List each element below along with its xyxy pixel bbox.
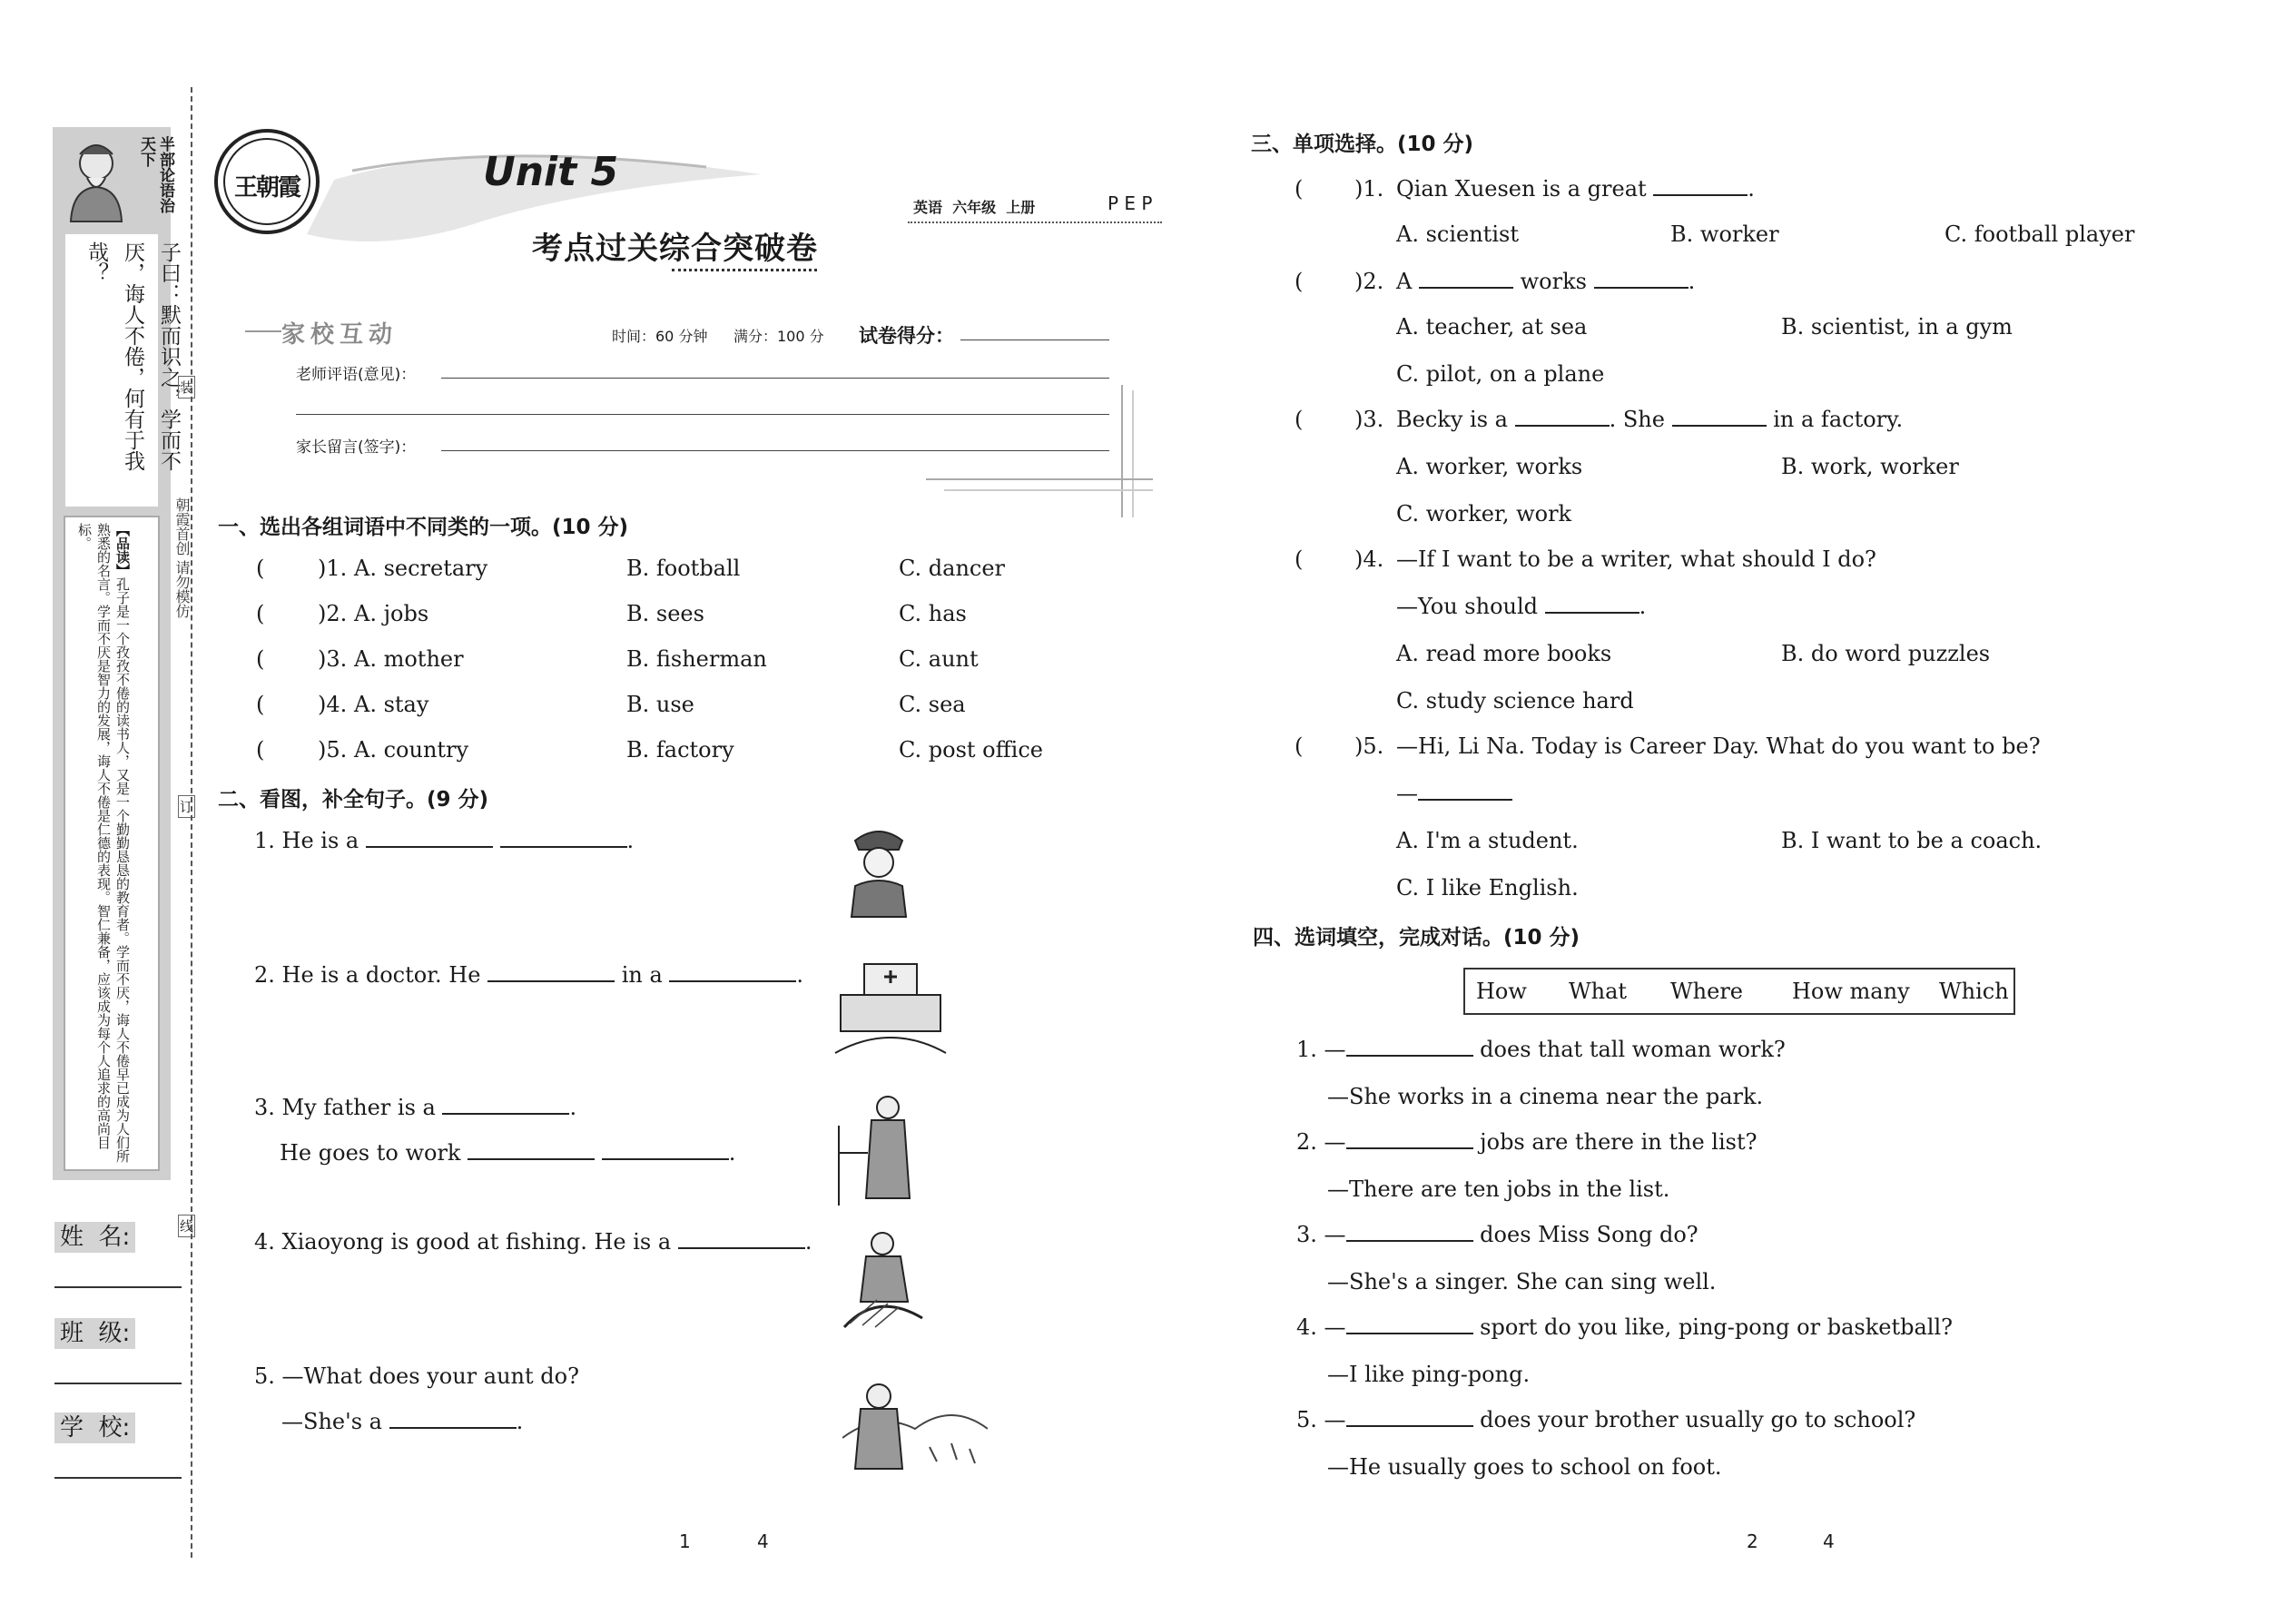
option-a: A. mother [354,646,464,672]
option-a: A. read more books [1396,641,1612,666]
option-c: C. post office [899,737,1043,763]
option-a: A. secretary [354,556,488,581]
s3-q1-end: . [1748,176,1755,202]
home-school-tag: 家校互动 [281,321,399,349]
side-note: 朝霞首创 请勿模仿 [173,497,191,619]
blank[interactable] [442,1095,569,1115]
s2-q4-end: . [804,1229,812,1255]
class-label: 班 级: [54,1318,135,1349]
meta-info: 英语 六年级 上册 [913,199,1036,216]
s1-item-4 [256,692,1073,719]
s1-paren: ( [256,737,265,763]
option-a: A. I'm a student. [1396,828,1579,853]
s3-q1-stem [1396,176,1755,202]
s2-q5 [254,1363,579,1389]
s1-item-3 [256,646,1073,674]
answer-slot[interactable] [269,646,320,672]
s2-q5-line2 [281,1409,523,1434]
unit-title: Unit 5 [483,149,619,195]
s4-question: does Miss Song do? [1480,1222,1698,1247]
s2-q4 [254,1229,812,1255]
reading-text: 孔子是一个孜孜不倦的读书人，又是一个勤勤恳恳的教育者。学而不厌，诲人不倦早已成为人们所熟悉的名言。学而不厌是智力的发展，诲人不倦是仁德的表现。智仁兼备，应该成为每个人追求的高尚目标。 [76,523,131,1163]
option-b: B. sees [626,601,704,626]
s3-q5-num: )5. [1354,733,1384,759]
reading-tag: 【品读】 [114,523,131,577]
s3-q2-s1: A [1396,269,1413,294]
s3-q2-num: )2. [1354,269,1384,294]
s4-q5 [1296,1407,1915,1432]
s3-q3-stem [1396,407,1903,432]
meta-underline [908,221,1162,223]
answer-slot[interactable] [269,556,320,581]
hospital-picture [832,959,950,1055]
s3-q4-s2: —You should [1396,594,1539,619]
option-c: C. dancer [899,556,1006,581]
teacher-label: 老师评语(意见)： [296,366,417,384]
right-page-total: 4 [1823,1530,1835,1552]
name-line [54,1286,182,1288]
answer-slot[interactable] [1307,176,1362,202]
option-b: B. work, worker [1781,454,1959,479]
option-b: B. football [626,556,741,581]
s3-q3-s3: in a factory. [1773,407,1904,432]
s4-num: 1. — [1296,1037,1346,1062]
option-b: B. I want to be a coach. [1781,828,2043,853]
sidebar-top-label: 半部论语治天下 [137,136,174,213]
blank[interactable] [1594,269,1689,289]
section2-title: 二、看图，补全句子。(9 分) [218,788,489,812]
time-limit: 时间：60 分钟 [612,328,708,345]
answer-slot[interactable] [1307,733,1362,759]
full-score: 满分：100 分 [733,328,824,345]
s3-q5-option-c: C. I like English. [1396,875,1579,901]
s3-paren: ( [1295,176,1304,202]
blank[interactable] [669,962,796,982]
answer-slot[interactable] [269,601,320,626]
s2-q3-end2: . [728,1140,736,1166]
blank[interactable] [678,1229,805,1249]
s1-paren: ( [256,692,265,717]
s3-q4-stem: —If I want to be a writer, what should I do? [1396,546,1876,572]
s1-item-2 [256,601,1073,628]
word-how-many: How many [1792,979,1910,1004]
confucius-portrait [58,133,134,223]
s1-num: )3. [318,646,348,672]
s2-q5-end: . [516,1409,524,1434]
option-b: B. factory [626,737,734,763]
section4-title: 四、选词填空，完成对话。(10 分) [1253,926,1580,950]
answer-slot[interactable] [269,692,320,717]
s4-a2: —There are ten jobs in the list. [1327,1176,1670,1202]
option-b: B. scientist, in a gym [1781,314,2013,340]
name-field[interactable] [54,1218,182,1288]
s3-q5-stem: —Hi, Li Na. Today is Career Day. What do you want to be? [1396,733,2041,759]
parent-label: 家长留言(签字)： [296,438,417,457]
s3-q4-num: )4. [1354,546,1384,572]
sidebar-quote: 子曰：默而识之，学而不厌，诲人不倦，何有于我哉？ [84,241,181,471]
s4-num: 4. — [1296,1314,1346,1340]
option-a: A. scientist [1396,221,1519,247]
logo-text: 王朝霞 [233,174,300,202]
blank[interactable] [1346,1129,1473,1149]
s3-q4 [1295,546,2257,574]
blank[interactable] [500,828,627,848]
blank[interactable] [389,1409,517,1429]
teacher-line-1[interactable] [441,378,1109,379]
s2-q5-text2: —She's a [281,1409,382,1434]
s3-q5-line2 [1396,781,1512,806]
left-page-number: 1 [679,1530,691,1552]
blank[interactable] [1346,1407,1473,1427]
pep-label: P E P [1108,192,1153,214]
s3-q3-options [1396,454,2213,481]
answer-slot[interactable] [1307,269,1362,294]
option-c: C. has [899,601,967,626]
left-page-total: 4 [757,1530,769,1552]
option-c: C. sea [899,692,966,717]
school-field[interactable] [54,1409,182,1479]
school-line [54,1477,182,1479]
s3-q4-line2 [1396,594,1646,619]
s4-question: does your brother usually go to school? [1480,1407,1916,1432]
s3-q4-option-c: C. study science hard [1396,688,1634,714]
s2-q2-text: 2. He is a doctor. He [254,962,481,988]
s3-paren: ( [1295,546,1304,572]
s3-paren: ( [1295,269,1304,294]
s3-q4-options [1396,641,2213,668]
s3-q5-dash: — [1396,781,1418,806]
s3-q3-option-c: C. worker, work [1396,501,1572,527]
blank[interactable] [468,1140,595,1160]
name-label: 姓 名: [54,1222,135,1253]
s3-q5 [1295,733,2257,761]
s4-q1 [1296,1037,1786,1062]
blank[interactable] [1545,594,1639,614]
s2-q2-mid: in a [621,962,663,988]
s3-paren: ( [1295,407,1304,432]
blank[interactable] [1346,1314,1473,1334]
s3-q2-end: . [1688,269,1696,294]
s2-q1-end: . [626,828,635,853]
word-how: How [1476,979,1527,1004]
policeman-picture [842,822,915,919]
option-b: B. fisherman [626,646,767,672]
s4-q3 [1296,1222,1698,1247]
option-b: B. use [626,692,694,717]
s4-num: 2. — [1296,1129,1346,1155]
s1-num: )4. [318,692,348,717]
s2-q3 [254,1095,576,1120]
s3-q3 [1295,407,2257,434]
s1-item-5 [256,737,1073,764]
s2-q1-text: 1. He is a [254,828,359,853]
s3-q5-options [1396,828,2213,855]
blank[interactable] [487,962,615,982]
s2-q3-text2: He goes to work [280,1140,461,1166]
s4-a3: —She's a singer. She can sing well. [1327,1269,1717,1294]
s4-num: 3. — [1296,1222,1346,1247]
paper-title: 考点过关综合突破卷 [532,231,818,267]
s3-q3-s2: . She [1609,407,1665,432]
s4-question: jobs are there in the list? [1480,1129,1757,1155]
answer-slot[interactable] [1307,407,1362,432]
s2-q1 [254,828,634,853]
blank[interactable] [1346,1037,1473,1057]
right-page-number: 2 [1747,1530,1758,1552]
s3-q2 [1295,269,2257,296]
option-c: C. aunt [899,646,979,672]
option-c: C. football player [1944,221,2135,247]
school-label: 学 校: [54,1412,135,1443]
blank[interactable] [1346,1222,1473,1242]
binding-line [191,87,192,1558]
section3-title: 三、单项选择。(10 分) [1251,133,1474,156]
word-where: Where [1670,979,1744,1004]
cut-mark-3: 线 [178,1215,195,1237]
s3-q1-num: )1. [1354,176,1384,202]
s3-q2-s2: works [1520,269,1587,294]
s2-q2-end: . [796,962,804,988]
s1-item-1 [256,556,1073,583]
blank[interactable] [1515,407,1610,427]
fisherman-picture [841,1227,931,1329]
word-which: Which [1939,979,2009,1004]
s1-num: )2. [318,601,348,626]
s4-question: sport do you like, ping-pong or basketball? [1480,1314,1953,1340]
class-field[interactable] [54,1314,182,1384]
title-dots [672,269,817,271]
option-a: A. stay [354,692,429,717]
s3-q2-stem [1396,269,1695,294]
blank[interactable] [1418,781,1512,801]
s1-num: )1. [318,556,348,581]
answer-slot[interactable] [269,737,320,763]
s3-q3-num: )3. [1354,407,1384,432]
s4-q4 [1296,1314,1953,1340]
s4-a4: —I like ping-pong. [1327,1362,1531,1387]
option-b: B. worker [1670,221,1779,247]
worker-picture [835,1089,935,1207]
s3-q2-options [1396,314,2213,341]
s3-q1-stem-text: Qian Xuesen is a great [1396,176,1647,202]
s4-a1: —She works in a cinema near the park. [1327,1084,1764,1109]
s4-a5: —He usually goes to school on foot. [1327,1454,1722,1480]
score-label: 试卷得分： [859,325,954,347]
option-a: A. teacher, at sea [1396,314,1588,340]
option-a: A. country [354,737,469,763]
s1-num: )5. [318,737,348,763]
s2-q4-text: 4. Xiaoyong is good at fishing. He is a [254,1229,672,1255]
s1-paren: ( [256,646,265,672]
s3-q1-options [1396,221,2213,249]
s1-paren: ( [256,556,265,581]
blank[interactable] [1672,407,1767,427]
s3-q2-option-c: C. pilot, on a plane [1396,361,1605,387]
s3-q1 [1295,176,2257,203]
word-what: What [1569,979,1628,1004]
s4-question: does that tall woman work? [1480,1037,1786,1062]
answer-slot[interactable] [1307,546,1362,572]
s2-q5-text: 5. —What does your aunt do? [254,1363,579,1389]
s3-q3-s1: Becky is a [1396,407,1508,432]
class-line [54,1383,182,1384]
tag-line [245,330,281,332]
blank[interactable] [602,1140,729,1160]
word-bank [1463,968,2015,1015]
option-a: A. jobs [354,601,429,626]
s2-q2 [254,962,803,988]
cut-mark-1: 装 [178,376,195,399]
s1-paren: ( [256,601,265,626]
blank[interactable] [1419,269,1513,289]
section1-title: 一、选出各组词语中不同类的一项。(10 分) [218,516,629,539]
option-a: A. worker, works [1396,454,1583,479]
blank[interactable] [366,828,493,848]
s4-q2 [1296,1129,1757,1155]
s4-num: 5. — [1296,1407,1346,1432]
sidebar-reading [74,523,132,1164]
s3-q4-end: . [1639,594,1647,619]
s3-paren: ( [1295,733,1304,759]
s2-q3-text: 3. My father is a [254,1095,436,1120]
s2-q3-line2 [280,1140,735,1166]
option-b: B. do word puzzles [1781,641,1991,666]
cut-mark-2: 订 [178,795,195,818]
blank[interactable] [1653,176,1748,196]
box-deco [908,381,1153,517]
farmer-picture [842,1374,988,1471]
s2-q3-end: . [569,1095,577,1120]
